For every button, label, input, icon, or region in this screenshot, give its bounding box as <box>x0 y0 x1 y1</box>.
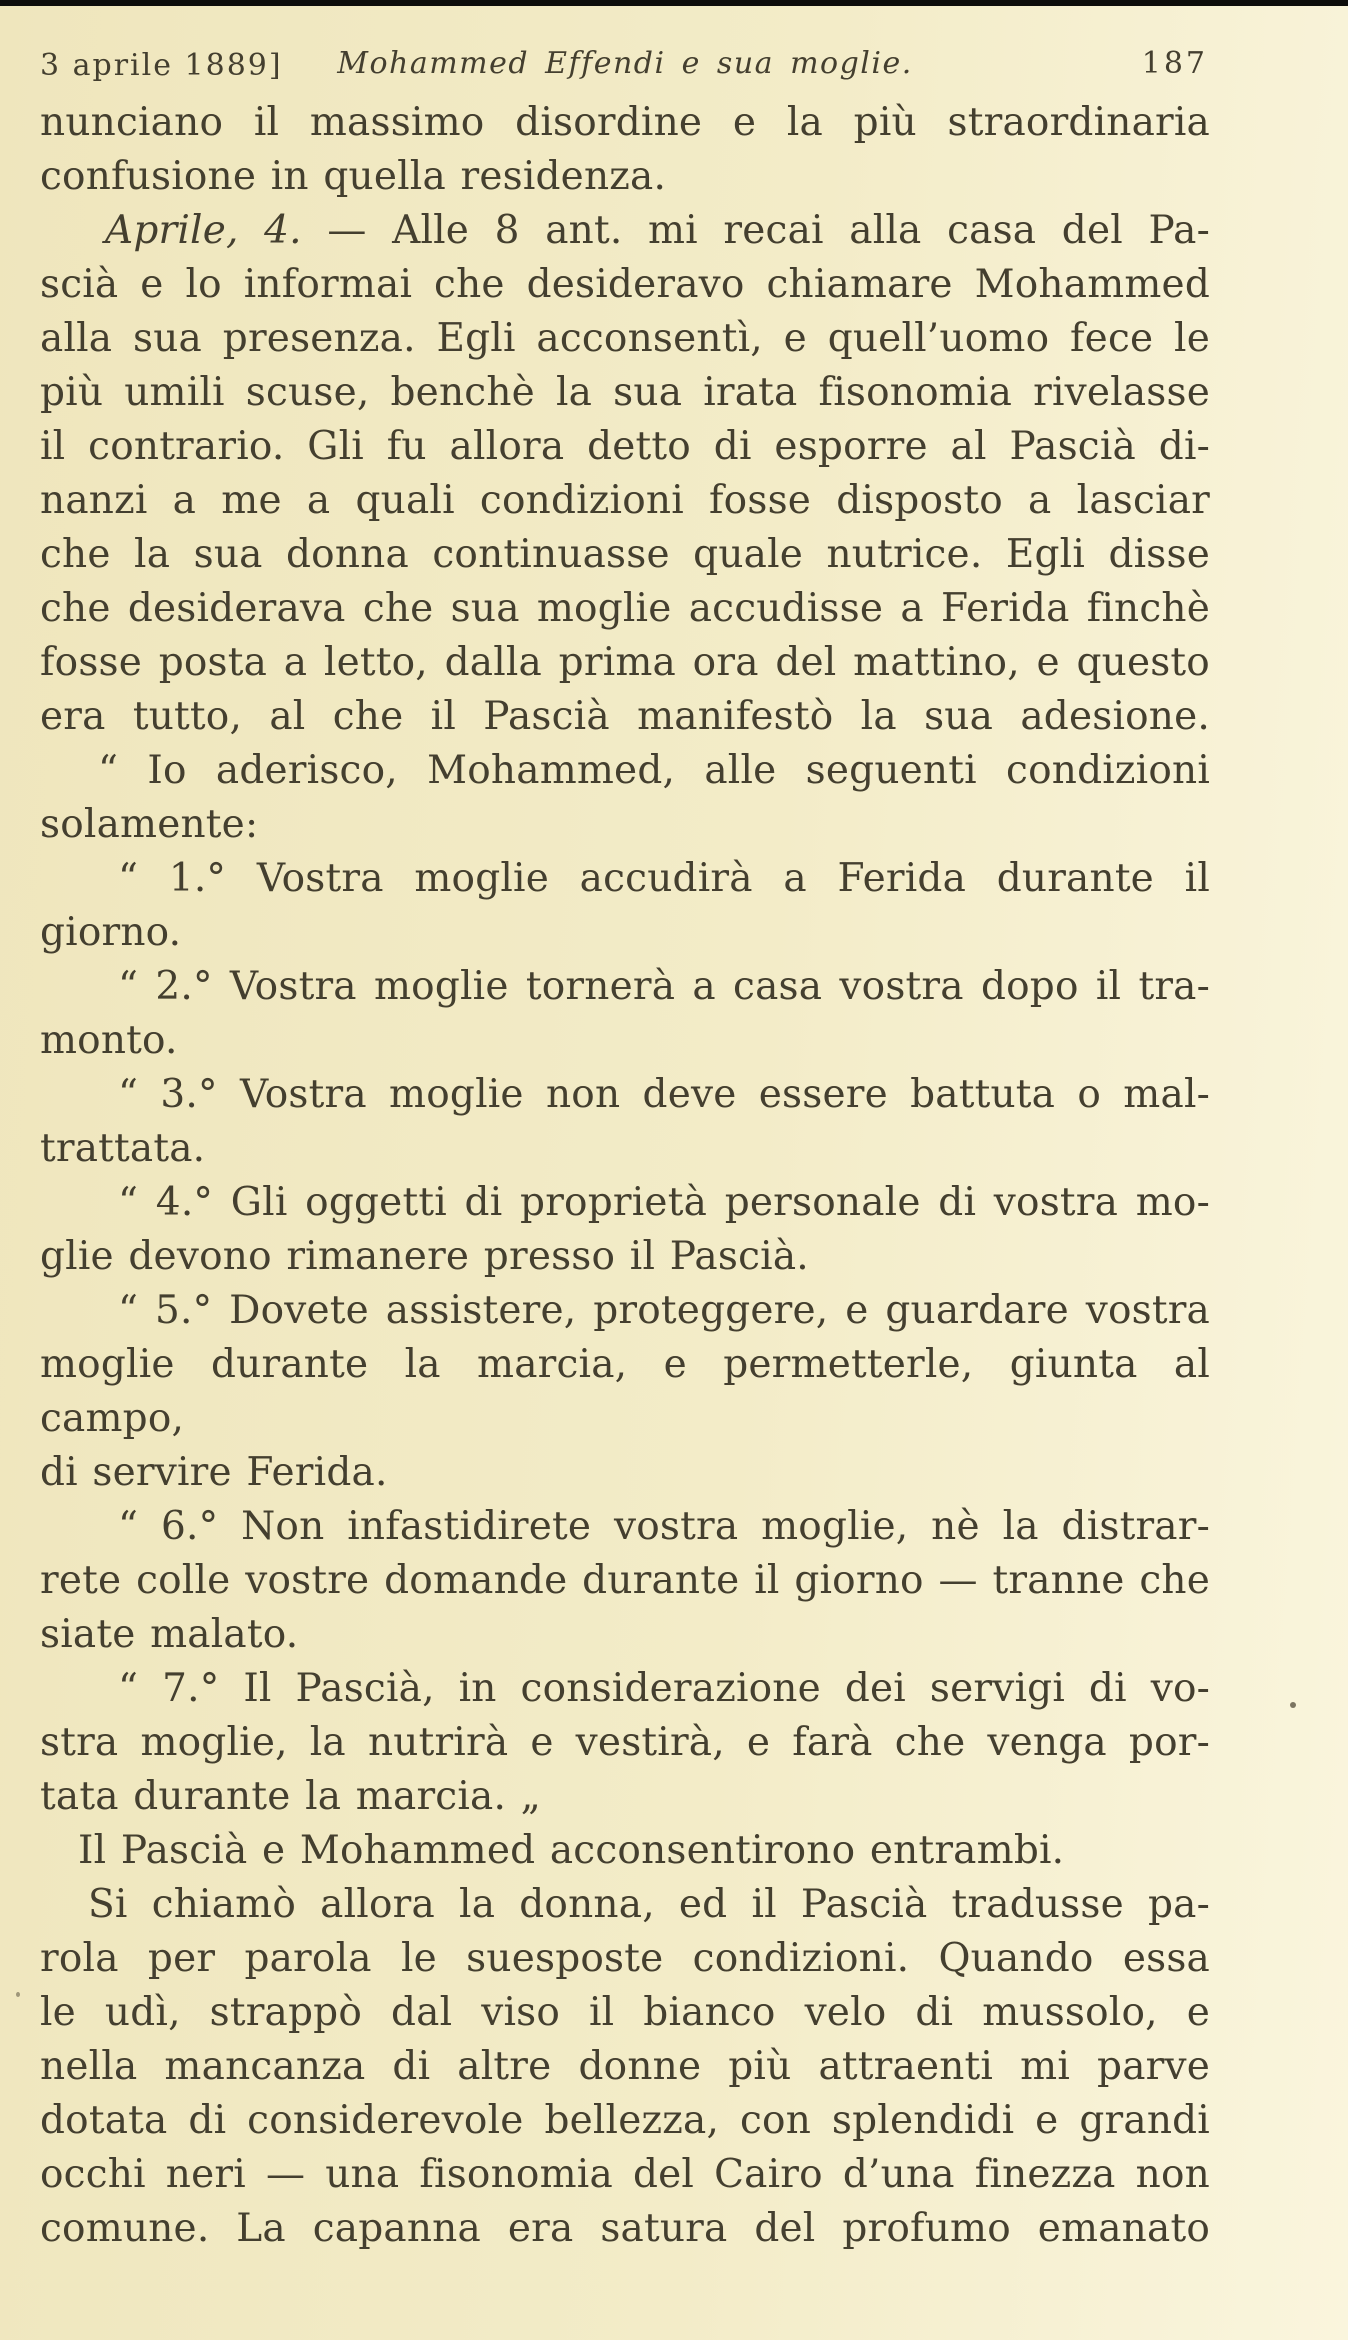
text-line: dotata di considerevole bellezza, con splendidi e grandi <box>40 2098 1210 2143</box>
text-line: comune. La capanna era satura del profumo emanato <box>40 2206 1210 2251</box>
text-line: “ 1.° Vostra moglie accudirà a Ferida durante il <box>118 856 1210 901</box>
scan-speck <box>16 1992 20 1997</box>
text-line: trattata. <box>40 1126 206 1171</box>
text-line: era tutto, al che il Pascià manifestò la sua adesione. <box>40 694 1210 739</box>
header-chapter-title: Mohammed Effendi e sua moglie. <box>337 46 913 81</box>
text-line: stra moglie, la nutrirà e vestirà, e farà che venga por- <box>40 1720 1210 1765</box>
text-line: “ 6.° Non infastidirete vostra moglie, nè la distrar- <box>118 1504 1210 1549</box>
text-block <box>40 44 1210 2256</box>
text-line: il contrario. Gli fu allora detto di esporre al Pascià di- <box>40 424 1210 469</box>
scan-edge-top <box>0 0 1348 6</box>
text-line: Si chiamò allora la donna, ed il Pascià tradusse pa- <box>88 1882 1210 1927</box>
text-line: occhi neri — una fisonomia del Cairo d’una finezza non <box>40 2152 1210 2197</box>
text-line: nunciano il massimo disordine e la più straordinaria <box>40 100 1210 145</box>
date-italic: Aprile, 4. <box>105 208 302 253</box>
text-line: giorno. <box>40 910 182 955</box>
text-line: alla sua presenza. Egli acconsentì, e quell’uomo fece le <box>40 316 1210 361</box>
text-line: “ 7.° Il Pascià, in considerazione dei servigi di vo- <box>118 1666 1210 1711</box>
text-line: “ 4.° Gli oggetti di proprietà personale di vostra mo- <box>118 1180 1210 1225</box>
text-line: scià e lo informai che desideravo chiamare Mohammed <box>40 262 1210 307</box>
text-line: solamente: <box>40 802 259 847</box>
text-line: moglie durante la marcia, e permetterle, giunta al campo, <box>40 1342 1210 1441</box>
text-line: tata durante la marcia. „ <box>40 1774 542 1819</box>
text-line: che la sua donna continuasse quale nutrice. Egli disse <box>40 532 1210 577</box>
text-line: di servire Ferida. <box>40 1450 388 1495</box>
text-line: Il Pascià e Mohammed acconsentirono entrambi. <box>78 1828 1065 1873</box>
text-line: “ 2.° Vostra moglie tornerà a casa vostra dopo il tra- <box>118 964 1210 1009</box>
page-number: 187 <box>1141 46 1208 81</box>
text-line: fosse posta a letto, dalla prima ora del mattino, e questo <box>40 640 1210 685</box>
text-line: glie devono rimanere presso il Pascià. <box>40 1234 809 1279</box>
text-line: siate malato. <box>40 1612 299 1657</box>
text-line: nanzi a me a quali condizioni fosse disposto a lasciar <box>40 478 1210 523</box>
page-body <box>40 96 1210 2256</box>
scan-speck <box>1290 1702 1296 1708</box>
text-line: che desiderava che sua moglie accudisse a Ferida finchè <box>40 586 1210 631</box>
header-date: 3 aprile 1889] <box>40 48 283 83</box>
text-line: confusione in quella residenza. <box>40 154 667 199</box>
text-line: nella mancanza di altre donne più attraenti mi parve <box>40 2044 1210 2089</box>
text-line: le udì, strappò dal viso il bianco velo di mussolo, e <box>40 1990 1210 2035</box>
text-line: rete colle vostre domande durante il giorno — tranne che <box>40 1558 1210 1603</box>
text-line: monto. <box>40 1018 178 1063</box>
text-line: rola per parola le suesposte condizioni. Quando essa <box>40 1936 1210 1981</box>
running-header <box>40 44 1210 92</box>
text-line: più umili scuse, benchè la sua irata fisonomia rivelasse <box>40 370 1210 415</box>
text-line: “ Io aderisco, Mohammed, alle seguenti condizioni <box>98 748 1210 793</box>
text-line: “ 3.° Vostra moglie non deve essere battuta o mal- <box>118 1072 1210 1117</box>
text-line: “ 5.° Dovete assistere, proteggere, e guardare vostra <box>118 1288 1210 1333</box>
text-line: Aprile, 4. — Alle 8 ant. mi recai alla casa del Pa- <box>105 208 1210 253</box>
